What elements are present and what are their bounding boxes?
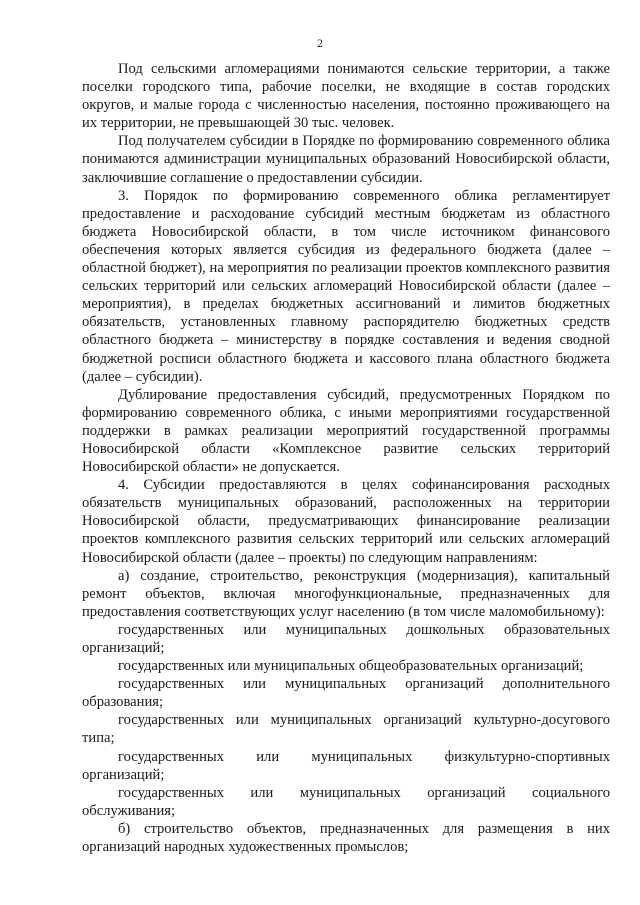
list-item-sports: государственных или муниципальных физкультурно-спортивных организаций;	[82, 748, 610, 783]
document-body	[82, 60, 610, 856]
paragraph-subitem-b: б) строительство объектов, предназначенных для размещения в них организаций народных художественных промыслов;	[82, 820, 610, 856]
list-item-general-education: государственных или муниципальных общеобразовательных организаций;	[118, 658, 584, 675]
list-item-preschool: государственных или муниципальных дошкольных образовательных организаций;	[82, 621, 610, 656]
paragraph-item-3: 3. Порядок по формированию современного облика регламентирует предоставление и расходование субсидий местным бюджетам из областного бюджета Новосибирской области, в том числе источником финансового обеспечения которых является субсидия из федерального бюджета (далее – областной бюджет), на мероприятия по реализации проектов комплексного развития сельских территорий или сельских агломераций Новосибирской области (далее – мероприятия), в пределах бюджетных ассигнований и лимитов бюджетных обязательств, установленных главному распорядителю бюджетных средств областного бюджета – министерству в порядке составления и ведения сводной бюджетной росписи областного бюджета и кассового плана областного бюджета (далее – субсидии).	[82, 187, 610, 385]
paragraph-item-4: 4. Субсидии предоставляются в целях софинансирования расходных обязательств муниципальных образований, расположенных на территории Новосибирской области, предусматривающих финансирование реализации проектов комплексного развития сельских территорий или сельских агломераций Новосибирской области (далее – проекты) по следующим направлениям:	[82, 477, 610, 566]
paragraph-subsidy-recipient: Под получателем субсидии в Порядке по формированию современного облика понимаются администрации муниципальных образований Новосибирской области, заключившие соглашение о предоставлении субсидии.	[82, 133, 610, 186]
paragraph-agglomerations-definition: Под сельскими агломерациями понимаются сельские территории, а также поселки городского типа, рабочие поселки, не входящие в состав городских округов, и малые города с численностью населения, постоянно проживающего на их территории, не превышающей 30 тыс. человек.	[82, 61, 610, 132]
list-item-cultural: государственных или муниципальных организаций культурно-досугового типа;	[82, 712, 610, 747]
list-item-additional-education: государственных или муниципальных организаций дополнительного образования;	[82, 676, 610, 711]
paragraph-duplication: Дублирование предоставления субсидий, предусмотренных Порядком по формированию современного облика, с иными мероприятиями государственной поддержки в рамках реализации мероприятий государственной программы Новосибирской области «Комплексное развитие сельских территорий Новосибирской области» не допускается.	[82, 386, 610, 476]
page-number: 2	[317, 36, 323, 50]
list-item-social-service: государственных или муниципальных организаций социального обслуживания;	[82, 784, 610, 819]
paragraph-subitem-a: а) создание, строительство, реконструкция (модернизация), капитальный ремонт объектов, включая многофункциональные, предназначенных для предоставления соответствующих услуг населению (в том числе маломобильному):	[82, 567, 610, 620]
